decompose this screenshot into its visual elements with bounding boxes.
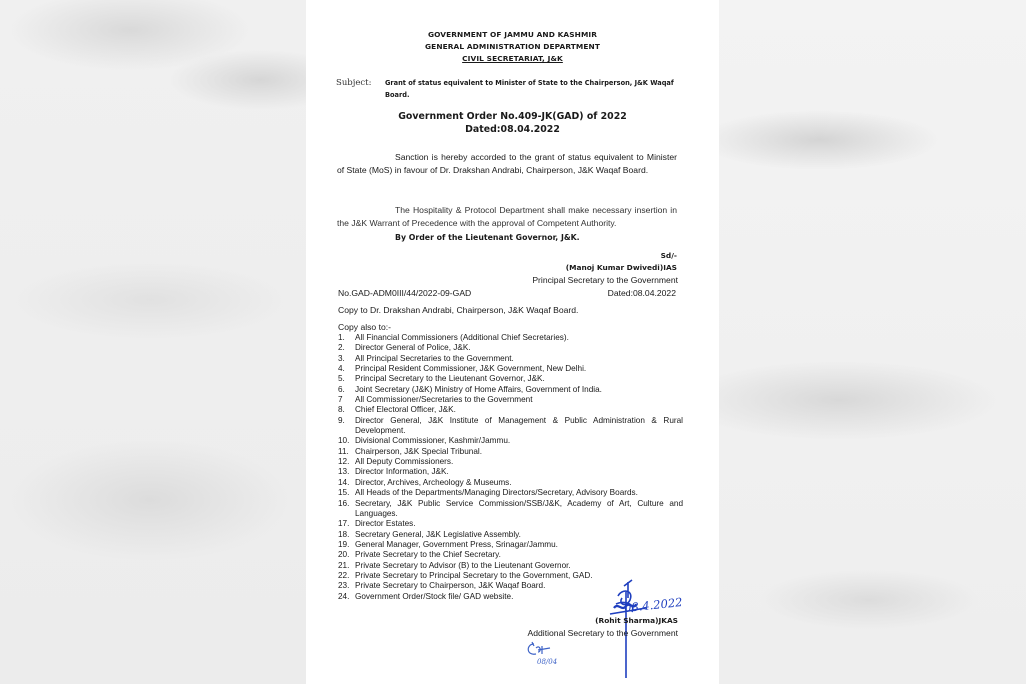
signatory1-title: Principal Secretary to the Government: [532, 275, 678, 285]
header-secretariat: CIVIL SECRETARIAT, J&K: [462, 54, 563, 63]
copy-also-to-label: Copy also to:-: [338, 322, 392, 332]
protocol-text: The Hospitality & Protocol Department shall make necessary insertion in the J&K Warrant of Precedence with the approval of Competent Authority.: [337, 205, 677, 228]
list-item: 19. General Manager, Government Press, Srinagar/Jammu.: [338, 539, 558, 549]
protocol-paragraph: [337, 204, 677, 230]
list-item: 14. Director, Archives, Archeology & Museums.: [338, 477, 512, 487]
list-item: 2. Director General of Police, J&K.: [338, 343, 471, 353]
sanction-text: Sanction is hereby accorded to the grant of status equivalent to Minister of State (MoS) in favour of Dr. Drakshan Andrabi, Chairperson, J&K Waqaf Board.: [337, 152, 677, 175]
signed-mark: Sd/-: [660, 251, 677, 260]
list-item: 13. Director Information, J&K.: [338, 467, 449, 477]
order-number-title: Government Order No.409-JK(GAD) of 2022: [398, 111, 627, 122]
order-date: Dated:08.04.2022: [465, 124, 560, 135]
handwritten-date: 08.4.2022: [623, 594, 684, 616]
list-item: 1. All Financial Commissioners (Additional Chief Secretaries).: [338, 333, 569, 342]
list-item: 21. Private Secretary to Advisor (B) to the Lieutenant Governor.: [338, 560, 571, 570]
signatory2-name: (Rohit Sharma)JKAS: [595, 616, 678, 625]
list-item: 10. Divisional Commissioner, Kashmir/Jammu.: [338, 436, 511, 446]
list-item: 12. All Deputy Commissioners.: [338, 457, 454, 467]
list-item: 11. Chairperson, J&K Special Tribunal.: [338, 446, 482, 456]
distribution-list: [338, 333, 683, 602]
sanction-paragraph: [337, 151, 677, 177]
list-item: 5. Principal Secretary to the Lieutenant Governor, J&K.: [338, 374, 545, 384]
copy-to-line: Copy to Dr. Drakshan Andrabi, Chairperson, J&K Waqaf Board.: [338, 305, 579, 315]
header-department: GENERAL ADMINISTRATION DEPARTMENT: [425, 42, 600, 51]
list-item: 20. Private Secretary to the Chief Secretary.: [338, 550, 501, 560]
list-item: 18. Secretary General, J&K Legislative Assembly.: [338, 529, 521, 539]
header-government: GOVERNMENT OF JAMMU AND KASHMIR: [427, 30, 598, 39]
list-item: 22. Private Secretary to Principal Secretary to the Government, GAD.: [338, 570, 593, 580]
list-item: 6. Joint Secretary (J&K) Ministry of Home Affairs, Government of India.: [338, 384, 602, 394]
reference-number: No.GAD-ADM0III/44/2022-09-GAD: [338, 288, 472, 298]
signatory1-name: (Manoj Kumar Dwivedi)IAS: [565, 263, 677, 272]
blurred-background-right: [719, 0, 1026, 684]
list-item: 7 All Commissioner/Secretaries to the Government: [338, 395, 533, 405]
signatory2-title: Additional Secretary to the Government: [527, 628, 678, 638]
list-item: 15. All Heads of the Departments/Managing Directors/Secretary, Advisory Boards.: [338, 488, 638, 498]
list-item: 16. Secretary, J&K Public Service Commission/SSB/J&K, Academy of Art, Culture and Languages.: [338, 498, 683, 518]
list-item: 9. Director General, J&K Institute of Management & Public Administration & Rural Development.: [338, 415, 683, 436]
blurred-background-left: [0, 0, 306, 684]
initials-date: 08/04: [537, 658, 558, 666]
list-item: 3. All Principal Secretaries to the Government.: [338, 353, 514, 363]
subject-text: Grant of status equivalent to Minister of State to the Chairperson, J&K Waqaf Board.: [385, 79, 674, 99]
by-order-line: By Order of the Lieutenant Governor, J&K.: [395, 233, 580, 242]
government-order-document: [306, 0, 719, 684]
list-item: 4. Principal Resident Commissioner, J&K Government, New Delhi.: [338, 364, 587, 374]
list-item: 24. Government Order/Stock file/ GAD website.: [338, 591, 514, 601]
reference-date: Dated:08.04.2022: [607, 288, 676, 298]
list-item: 8. Chief Electoral Officer, J&K.: [338, 405, 456, 415]
list-item: 17. Director Estates.: [338, 519, 416, 529]
list-item: 23. Private Secretary to Chairperson, J&K Waqaf Board.: [338, 581, 546, 591]
subject-label: Subject:: [336, 78, 372, 88]
